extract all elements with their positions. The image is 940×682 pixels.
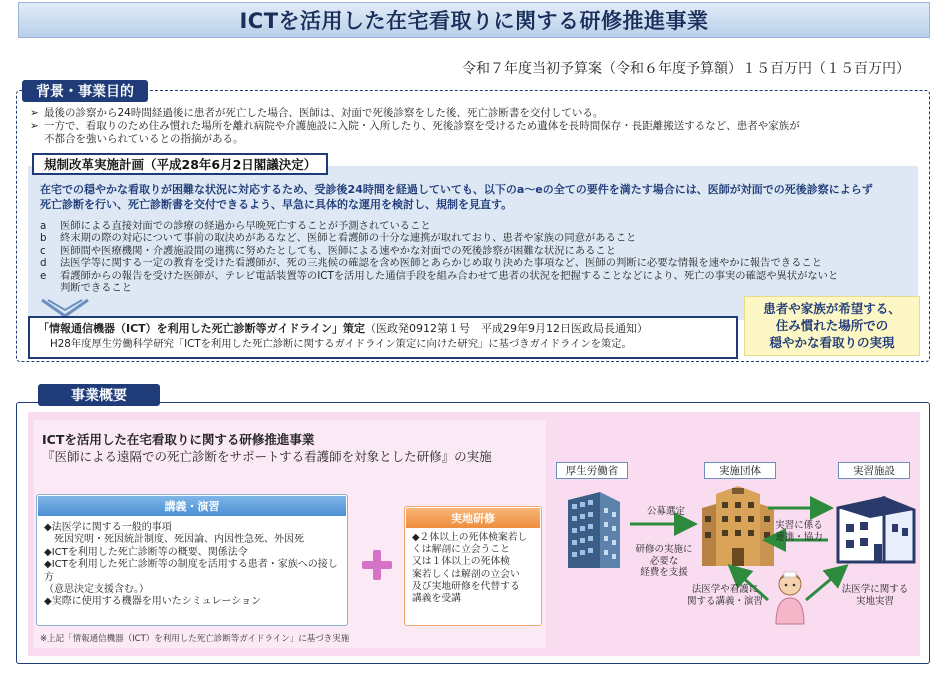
requirement-item: d 法医学等に関する一定の教育を受けた看護師が、死の三兆候の確認を含め医師とあらかじめ取り決めた事項など、医師の判断に必要な情報を速やかに報告できること [40,257,822,270]
bullet-item-continued: 不都合を強いられているとの指摘がある。 [44,133,244,145]
bullet-item: ➢ 最後の診察から24時間経過後に患者が死亡した場合、医師は、対面で死後診察をした後、死亡診断書を交付している。 [30,107,604,119]
regulation-items [40,220,900,294]
footnote: ※上記「情報通信機器（ICT）を利用した死亡診断等ガイドライン」に基づき実施 [40,634,350,644]
page-title: ICTを活用した在宅看取りに関する研修推進事業 [239,9,709,33]
funding-support-text: 研修の実施に 必要な 経費を支援 [635,544,693,578]
plus-icon [362,550,392,580]
flow-arrows [556,480,926,640]
lecture-heading: 講義・演習 [38,496,346,516]
guideline-box [28,316,738,359]
guideline-note: （医政発0912第１号 平成29年9月12日医政局長通知） [365,322,649,335]
arrow-bullet-icon: ➢ [30,120,39,132]
summary-title: ICTを活用した在宅看取りに関する研修推進事業 [42,432,315,447]
requirement-item: b 終末期の際の対応について事前の取決めがあるなど、医師と看護師の十分な連携が取れており、患者や家族の同意があること [40,232,637,245]
cooperation-text: 実習に係る 連携・協力 [775,520,823,543]
implementer-label: 実施団体 [704,462,776,479]
regulation-lead: 在宅での穏やかな看取りが困難な状況に対応するため、受診後24時間を経過していても、以下のa～eの全ての要件を満たす場合には、医師が対面での死後診察によらず 死亡診断を行い、死亡診断書を交付できるよう、早急に具体的な運用を検討し、規制を見直す。 [40,183,873,211]
practice-heading: 実地研修 [406,508,540,528]
requirement-item: e 看護師からの報告を受けた医師が、テレビ電話装置等のICTを活用した通信手段を組み合わせて患者の状況を把握することなどにより、死亡の事実の確認や異状がないと [40,269,839,282]
goal-highlight: 患者や家族が希望する、 住み慣れた場所での 穏やかな看取りの実現 [744,296,920,356]
budget-text: 令和７年度当初予算案（令和６年度予算額）１５百万円（１５百万円） [462,61,910,77]
regulation-label: 規制改革実施計画（平成28年6月2日閣議決定） [32,153,328,175]
requirement-item: c 医師間や医療機関・介護施設間の連携に努めたとしても、医師による速やかな対面での死後診察が困難な状況にあること [40,244,617,257]
lecture-body: ◆法医学に関する一般的事項 死因究明・死因統計制度、死因論、内因性急死、外因死 ◆ICTを利用した死亡診断等の概要、関係法令 ◆ICTを利用した死亡診断等の制度を活用する患者・家族への接し方 （意思決定支援含む。） ◆実際に使用する機器を用いたシミュレーション [44,522,338,608]
nurse-practice-text: 法医学に関する 実地実習 [841,584,909,607]
requirement-item: a 医師による直接対面での診療の経過から早晩死亡することが予測されていること [40,220,431,232]
background-label: 背景・事業目的 [22,80,148,102]
summary-label: 事業概要 [38,384,160,406]
mhlw-label: 厚生労働省 [556,462,628,479]
background-bullets [30,107,915,146]
facility-label: 実習施設 [838,462,910,479]
nurse-lecture-text: 法医学や看護に 関する講義・演習 [686,584,763,607]
practice-body: ◆２体以上の死体検案若し くは解剖に立会うこと 又は１体以上の死体検 案若しくは解剖の立会い 及び実地研修を代替する 講義を受講 [412,532,528,605]
requirement-item: 判断できること [60,282,133,295]
summary-subtitle: 『医師による遠隔での死亡診断をサポートする看護師を対象とした研修』の実施 [42,449,492,464]
public-selection-text: 公募選定 [646,506,685,517]
title-bar [18,2,930,38]
bullet-item: ➢ 一方で、看取りのため住み慣れた場所を離れ病院や介護施設に入院・入所したり、死後診察を受けるため遺体を長時間保存・長距離搬送するなど、患者や家族が [30,120,800,132]
guideline-basis: H28年度厚生労働科学研究「ICTを利用した死亡診断に関するガイドライン策定に向けた研究」に基づきガイドラインを策定。 [50,338,632,350]
arrow-bullet-icon: ➢ [30,107,39,119]
guideline-title: 「情報通信機器（ICT）を利用した死亡診断等ガイドライン」策定 [38,322,366,335]
